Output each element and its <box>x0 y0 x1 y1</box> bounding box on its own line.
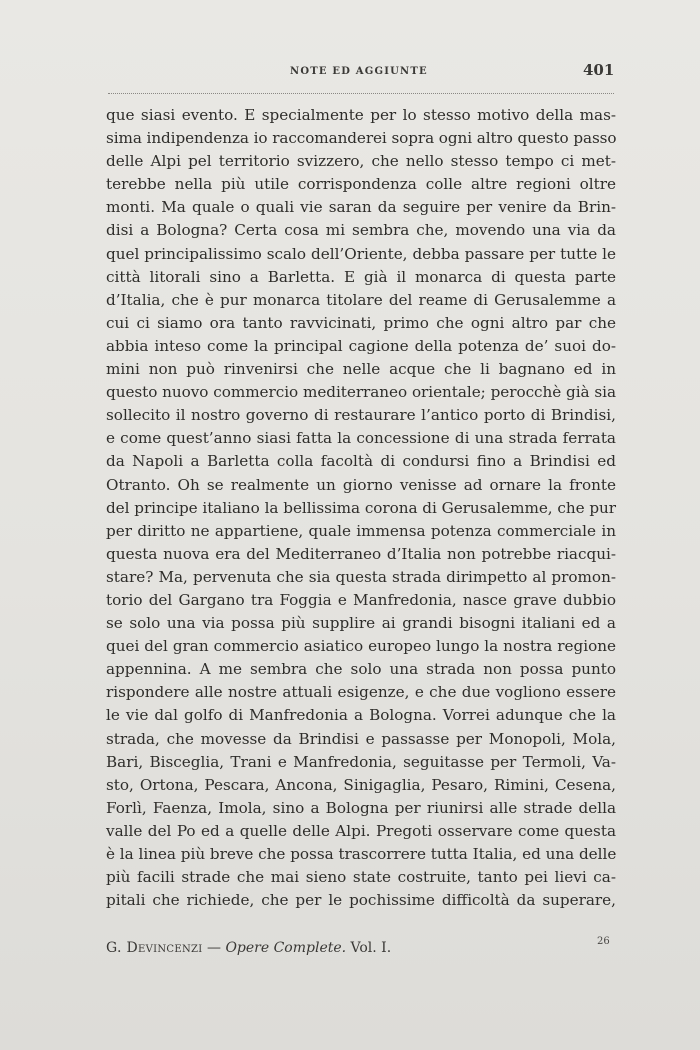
text-line: è la linea più breve che possa trascorrere tutta Italia, ed una delle <box>106 845 617 863</box>
text-line: questa nuova era del Mediterraneo d’Italia non potrebbe riacqui- <box>106 544 616 563</box>
text-line: que siasi evento. E specialmente per lo stesso motivo della mas- <box>106 106 616 124</box>
text-line: disi a Bologna? Certa cosa mi sembra che, movendo una via da <box>106 221 616 240</box>
text-line: stare? Ma, pervenuta che sia questa strada dirimpetto al promon- <box>106 567 616 586</box>
text-line: torio del Gargano tra Foggia e Manfredonia, nasce grave dubbio <box>106 590 616 609</box>
text-line: Bari, Bisceglia, Trani e Manfredonia, seguitasse per Termoli, Va- <box>106 752 616 771</box>
text-line: da Napoli a Barletta colla facoltà di condursi fino a Brindisi ed <box>106 452 616 471</box>
text-line: valle del Po ed a quelle delle Alpi. Pregoti osservare come questa <box>106 821 616 840</box>
text-line: e come quest’anno siasi fatta la concessione di una strada ferrata <box>106 429 616 448</box>
footer-citation <box>106 940 391 956</box>
text-line: per diritto ne appartiene, quale immensa potenza commerciale in <box>106 521 616 540</box>
text-line: monti. Ma quale o quali vie saran da seguire per venire da Brin- <box>106 198 616 217</box>
text-line: pitali che richiede, che per le pochissime difficoltà da superare, <box>106 891 616 910</box>
text-line: rispondere alle nostre attuali esigenze, e che due vogliono essere <box>106 683 616 702</box>
text-line: d’Italia, che è pur monarca titolare del reame di Gerusalemme a <box>106 290 616 309</box>
text-line: del principe italiano la bellissima corona di Gerusalemme, che pur <box>106 498 616 517</box>
running-head: NOTE ED AGGIUNTE <box>290 66 428 77</box>
footer-separator: — <box>202 940 226 956</box>
footer-author: G. Devincenzi <box>106 940 203 956</box>
text-line: più facili strade che mai sieno state costruite, tanto pei lievi ca- <box>106 868 616 887</box>
text-line: appennina. A me sembra che solo una strada non possa punto <box>106 660 616 679</box>
text-line: Otranto. Oh se realmente un giorno venisse ad ornare la fronte <box>106 475 616 494</box>
text-line: sto, Ortona, Pescara, Ancona, Sinigaglia, Pesaro, Rimini, Cesena, <box>106 775 616 794</box>
text-line: questo nuovo commercio mediterraneo orientale; perocchè già sia <box>106 383 616 402</box>
text-line: mini non può rinvenirsi che nelle acque che li bagnano ed in <box>106 360 616 379</box>
signature-mark: 26 <box>597 936 610 947</box>
text-line: sima indipendenza io raccomanderei sopra ogni altro questo passo <box>106 129 617 148</box>
body-text <box>106 104 616 912</box>
text-line: delle Alpi pel territorio svizzero, che nello stesso tempo ci met- <box>106 152 616 171</box>
text-line: quel principalissimo scalo dell’Oriente, debba passare per tutte le <box>106 244 616 263</box>
text-line: Forlì, Faenza, Imola, sino a Bologna per riunirsi alle strade della <box>106 798 616 817</box>
text-line: quei del gran commercio asiatico europeo lungo la nostra regione <box>106 637 616 656</box>
footer-work-title: Opere Complete. <box>225 940 347 956</box>
text-line: cui ci siamo ora tanto ravvicinati, primo che ogni altro par che <box>106 313 616 332</box>
footer-volume: Vol. I. <box>346 940 392 956</box>
text-line: città litorali sino a Barletta. E già il monarca di questa parte <box>106 267 616 286</box>
page-number: 401 <box>583 61 615 79</box>
text-line: sollecito il nostro governo di restaurare l’antico porto di Brindisi, <box>106 406 616 425</box>
text-line: strada, che movesse da Brindisi e passasse per Monopoli, Mola, <box>106 729 616 748</box>
text-line: terebbe nella più utile corrispondenza colle altre regioni oltre <box>106 175 616 194</box>
text-line: le vie dal golfo di Manfredonia a Bologna. Vorrei adunque che la <box>106 706 616 725</box>
text-line: abbia inteso come la principal cagione della potenza de’ suoi do- <box>106 336 616 355</box>
text-line: se solo una via possa più supplire ai grandi bisogni italiani ed a <box>106 614 616 633</box>
header-rule <box>108 93 614 94</box>
